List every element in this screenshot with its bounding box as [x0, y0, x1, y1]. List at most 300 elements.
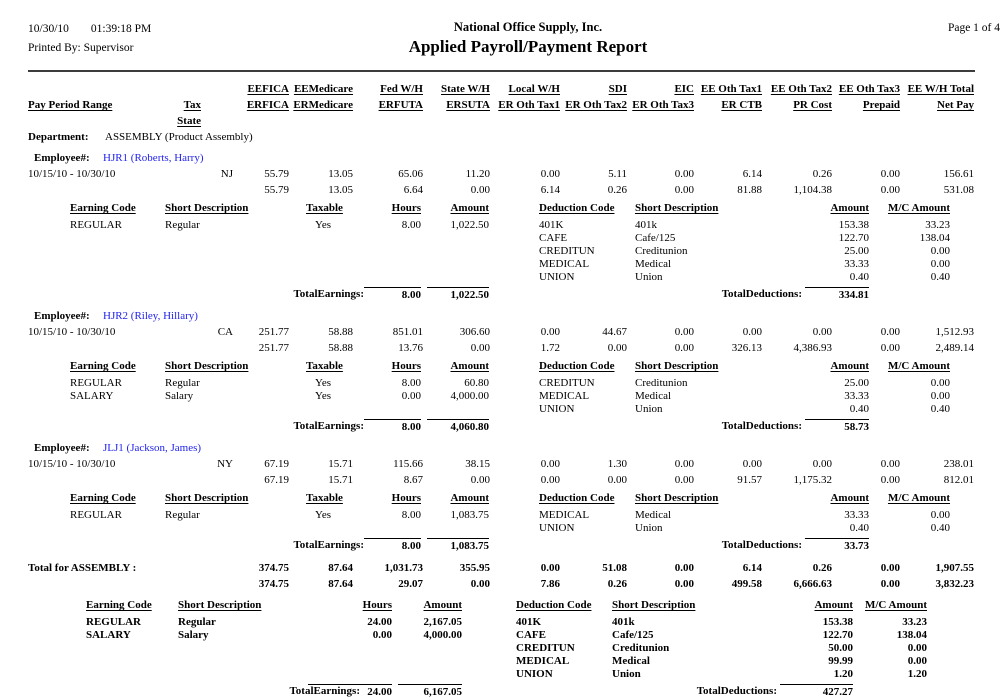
total-deductions-row	[516, 684, 927, 700]
deduction-desc: Cafe/125	[635, 232, 676, 244]
earning-hours: 0.00	[372, 629, 392, 641]
department-summary-section	[28, 598, 1000, 700]
col-header: State W/H	[441, 83, 490, 95]
deduction-row	[539, 377, 950, 390]
earning-row	[70, 377, 489, 390]
deductions-block	[539, 491, 950, 554]
col-header: ERFUTA	[378, 99, 423, 111]
earning-hours: 8.00	[401, 219, 421, 231]
deduction-desc: Union	[612, 668, 641, 680]
col-header: Prepaid	[862, 99, 900, 111]
total-cell: 0.00	[540, 562, 560, 574]
department-total-row-1	[28, 560, 1000, 576]
deduction-mc-amount: 138.04	[896, 629, 927, 641]
tax-cell: 115.66	[393, 458, 423, 470]
value: 4,060.80	[427, 419, 489, 435]
tax-cell: 1,512.93	[935, 326, 974, 338]
tax-cell: 0.00	[742, 326, 762, 338]
deduction-mc-amount: 0.00	[907, 642, 927, 654]
spacer	[158, 340, 233, 356]
total-cell: 0.00	[674, 578, 694, 590]
deduction-code: 401K	[516, 616, 542, 628]
deduction-row	[539, 219, 950, 232]
deduction-mc-amount: 138.04	[919, 232, 950, 244]
deduction-code: UNION	[539, 271, 575, 283]
deduction-code: CREDITUN	[539, 245, 595, 257]
col-header: Local W/H	[508, 83, 560, 95]
tax-cell: 0.00	[540, 326, 560, 338]
deduction-code: UNION	[516, 668, 553, 680]
col-header: ER Oth Tax3	[632, 99, 694, 111]
earnings-header	[86, 598, 462, 613]
tax-cell: 251.77	[258, 342, 289, 354]
deduction-amount: 0.40	[849, 522, 869, 534]
deductions-block	[539, 359, 950, 435]
col-header: EE Oth Tax2	[770, 83, 832, 95]
total-earnings-hours	[364, 287, 421, 303]
tax-cell: 81.88	[737, 184, 762, 196]
deductions-header	[539, 359, 950, 374]
col-header: Taxable	[306, 202, 343, 214]
tax-cell: 851.01	[392, 326, 423, 338]
tax-cell: 1,175.32	[793, 474, 832, 486]
tax-cell: 0.00	[880, 474, 900, 486]
tax-cell: 1.30	[607, 458, 627, 470]
tax-cell: 0.00	[674, 458, 694, 470]
col-header: Short Description	[635, 492, 719, 504]
earnings-header	[70, 491, 489, 506]
total-cell: 7.86	[540, 578, 560, 590]
value: 58.73	[805, 419, 869, 435]
spacer	[539, 284, 950, 286]
employee-id: JLJ1 (Jackson, James)	[103, 442, 202, 454]
tax-cell: 5.11	[608, 168, 627, 180]
deductions-block	[539, 201, 950, 303]
tax-cell: 1,104.38	[793, 184, 832, 196]
deduction-amount: 33.33	[844, 390, 869, 402]
col-header: Amount	[450, 360, 489, 372]
tax-cell: 38.15	[465, 458, 490, 470]
value: 8.00	[364, 538, 421, 554]
deduction-code: MEDICAL	[516, 655, 570, 667]
value: 8.00	[364, 287, 421, 303]
pay-period: 10/15/10 - 10/30/10	[28, 326, 116, 338]
deduction-amount: 122.70	[838, 232, 869, 244]
col-header: M/C Amount	[887, 492, 950, 504]
tax-cell: 0.00	[812, 458, 832, 470]
value: 427.27	[780, 684, 853, 700]
total-earnings-row	[70, 287, 489, 303]
col-header: Earning Code	[70, 202, 136, 214]
col-header: ERFICA	[246, 99, 289, 111]
deduction-row	[516, 616, 927, 629]
tax-cell: 13.05	[328, 184, 353, 196]
col-header: Net Pay	[937, 99, 974, 111]
total-earnings-row	[70, 538, 489, 554]
total-cell: 51.08	[602, 562, 627, 574]
deduction-row	[539, 232, 950, 245]
pay-period: 10/15/10 - 10/30/10	[28, 168, 116, 180]
total-earnings-hours	[364, 419, 421, 435]
deduction-desc: Union	[635, 271, 663, 283]
tax-state: NY	[217, 458, 233, 470]
tax-cell: 65.06	[398, 168, 423, 180]
col-header: EEFICA	[247, 83, 289, 95]
col-header: ER CTB	[721, 99, 762, 111]
deduction-row	[539, 522, 950, 535]
deduction-desc: Medical	[635, 258, 672, 270]
total-cell: 6,666.63	[793, 578, 832, 590]
col-header: Short Description	[635, 360, 719, 372]
tax-header-row-1	[28, 81, 1000, 97]
deduction-row	[516, 655, 927, 668]
total-earnings-amount	[421, 287, 489, 303]
deduction-row	[539, 245, 950, 258]
employee-row	[28, 150, 1000, 166]
tax-cell: 251.77	[258, 326, 289, 338]
department-total-label: Total for ASSEMBLY :	[28, 562, 137, 574]
spacer	[158, 81, 233, 97]
col-header: EEMedicare	[293, 83, 353, 95]
tax-cell: 67.19	[264, 474, 289, 486]
deduction-code: CAFE	[516, 629, 546, 641]
earning-code: SALARY	[70, 390, 114, 402]
tax-cell: 0.00	[470, 474, 490, 486]
spacer	[70, 403, 489, 418]
tax-cell: 0.00	[540, 168, 560, 180]
col-header: Amount	[450, 202, 489, 214]
col-header: Hours	[391, 360, 421, 372]
summary-earnings-block	[86, 598, 462, 700]
deduction-desc: Cafe/125	[612, 629, 654, 641]
tax-cell: 0.00	[880, 458, 900, 470]
print-datetime	[28, 20, 318, 39]
col-header: Amount	[450, 492, 489, 504]
tax-cell: 0.00	[540, 474, 560, 486]
earning-taxable: Yes	[315, 390, 332, 402]
deduction-desc: Medical	[635, 509, 672, 521]
deduction-amount: 1.20	[833, 668, 853, 680]
total-earnings-amount	[421, 538, 489, 554]
col-header: Deduction Code	[516, 599, 592, 611]
col-header: Hours	[362, 599, 392, 611]
deduction-mc-amount: 0.00	[930, 258, 950, 270]
col-header: ER Oth Tax2	[565, 99, 627, 111]
deduction-mc-amount: 1.20	[907, 668, 927, 680]
page-number: Page 1 of 4	[947, 22, 1000, 34]
tax-cell: 6.14	[540, 184, 560, 196]
tax-cell: 0.00	[674, 168, 694, 180]
total-earnings-amount	[392, 684, 462, 700]
report-title: Applied Payroll/Payment Report	[408, 37, 648, 56]
total-cell: 0.00	[880, 562, 900, 574]
total-deductions-label: TotalDeductions:	[721, 288, 802, 300]
earning-desc: Regular	[165, 377, 200, 389]
tax-cell: 0.00	[880, 168, 900, 180]
earning-amount: 1,083.75	[450, 509, 489, 521]
tax-cell: 0.00	[607, 342, 627, 354]
deduction-mc-amount: 33.23	[902, 616, 927, 628]
earnings-deductions-section	[28, 359, 1000, 435]
deduction-amount: 99.99	[828, 655, 853, 667]
total-cell: 3,832.23	[935, 578, 974, 590]
deduction-row	[539, 403, 950, 416]
tax-cell: 2,489.14	[935, 342, 974, 354]
tax-cell: 0.00	[742, 458, 762, 470]
deductions-header	[516, 598, 927, 613]
deduction-amount: 25.00	[844, 377, 869, 389]
col-header-tax-state: Tax State	[177, 99, 201, 127]
earning-taxable: Yes	[315, 219, 332, 231]
spacer	[869, 538, 950, 554]
tax-cell: 0.00	[470, 184, 490, 196]
deduction-desc: Union	[635, 522, 663, 534]
earning-row	[86, 629, 462, 642]
earning-taxable: Yes	[315, 509, 332, 521]
deduction-row	[516, 629, 927, 642]
deduction-code: MEDICAL	[539, 390, 590, 402]
earning-amount: 1,022.50	[450, 219, 489, 231]
deduction-row	[539, 390, 950, 403]
earning-hours: 8.00	[401, 377, 421, 389]
deduction-code: 401K	[539, 219, 564, 231]
print-time: 01:39:18 PM	[90, 23, 152, 35]
earning-code: REGULAR	[70, 377, 122, 389]
total-deductions-row	[539, 419, 950, 435]
earning-desc: Regular	[165, 509, 200, 521]
total-cell: 499.58	[731, 578, 762, 590]
tax-cell: 0.00	[540, 458, 560, 470]
printed-by-label: Printed By:	[28, 42, 81, 54]
spacer	[539, 416, 950, 418]
tax-cell: 0.00	[674, 474, 694, 486]
tax-cell: 812.01	[943, 474, 974, 486]
employee-label: Employee#:	[34, 310, 90, 322]
deduction-row	[516, 668, 927, 681]
col-header: M/C Amount	[864, 599, 927, 611]
deduction-mc-amount: 0.00	[930, 509, 950, 521]
tax-cell: 0.00	[607, 474, 627, 486]
col-header: ERMedicare	[293, 99, 353, 111]
earning-amount: 4,000.00	[450, 390, 489, 402]
earnings-block	[70, 491, 489, 554]
total-cell: 374.75	[258, 562, 289, 574]
deductions-header	[539, 201, 950, 216]
col-header: Earning Code	[70, 492, 136, 504]
tax-cell: 55.79	[264, 184, 289, 196]
total-earnings-row	[70, 419, 489, 435]
col-header: Amount	[830, 202, 869, 214]
employee-label: Employee#:	[34, 152, 90, 164]
total-cell: 0.00	[674, 562, 694, 574]
deduction-mc-amount: 33.23	[925, 219, 950, 231]
deduction-desc: Creditunion	[612, 642, 670, 654]
earnings-block	[70, 359, 489, 435]
tax-cell: 15.71	[328, 458, 353, 470]
spacer	[28, 182, 158, 198]
col-header: Amount	[830, 492, 869, 504]
deduction-code: CREDITUN	[539, 377, 595, 389]
company-name: National Office Supply, Inc.	[453, 20, 603, 34]
col-header: Deduction Code	[539, 360, 615, 372]
printed-by-value: Supervisor	[83, 42, 134, 54]
total-earnings-row	[86, 684, 462, 700]
total-cell: 1,031.73	[384, 562, 423, 574]
tax-cell: 0.00	[880, 342, 900, 354]
earning-row	[70, 509, 489, 522]
earning-hours: 8.00	[401, 509, 421, 521]
spacer	[516, 681, 927, 683]
col-header: EIC	[674, 83, 694, 95]
total-cell: 1,907.55	[935, 562, 974, 574]
tax-cell: 0.00	[880, 184, 900, 196]
value: 334.81	[805, 287, 869, 303]
employee-id: HJR2 (Riley, Hillary)	[103, 310, 198, 322]
tax-cell: 326.13	[731, 342, 762, 354]
total-cell: 87.64	[328, 578, 353, 590]
deduction-code: CAFE	[539, 232, 568, 244]
col-header: PR Cost	[793, 99, 832, 111]
tax-row	[28, 324, 1000, 340]
deduction-desc: Medical	[612, 655, 650, 667]
tax-row	[28, 472, 1000, 488]
col-header: Fed W/H	[380, 83, 423, 95]
earning-hours: 0.00	[401, 390, 421, 402]
print-date: 10/30/10	[28, 23, 69, 35]
tax-cell: 58.88	[328, 342, 353, 354]
earning-amount: 2,167.05	[423, 616, 462, 628]
employee-row	[28, 440, 1000, 456]
tax-cell: 8.67	[403, 474, 423, 486]
earning-row	[86, 616, 462, 629]
col-header: Hours	[391, 492, 421, 504]
tax-cell: 306.60	[459, 326, 490, 338]
tax-cell: 0.26	[607, 184, 627, 196]
deduction-desc: 401k	[635, 219, 657, 231]
total-earnings-label: TotalEarnings:	[289, 685, 360, 697]
earnings-header	[70, 359, 489, 374]
col-header: Taxable	[306, 360, 343, 372]
spacer	[86, 642, 462, 683]
col-header: Hours	[391, 202, 421, 214]
col-header: Short Description	[635, 202, 719, 214]
value: 33.73	[805, 538, 869, 554]
total-deductions-label: TotalDeductions:	[721, 539, 802, 551]
deduction-desc: Creditunion	[635, 377, 688, 389]
deduction-amount: 50.00	[828, 642, 853, 654]
col-header: Short Description	[178, 599, 262, 611]
tax-cell: 0.00	[674, 326, 694, 338]
tax-cell: 531.08	[943, 184, 974, 196]
total-cell: 0.26	[812, 562, 832, 574]
tax-cell: 67.19	[264, 458, 289, 470]
deduction-row	[516, 642, 927, 655]
deduction-code: CREDITUN	[516, 642, 575, 654]
deduction-mc-amount: 0.00	[930, 245, 950, 257]
tax-cell: 13.05	[328, 168, 353, 180]
tax-cell: 1.72	[540, 342, 560, 354]
tax-state: CA	[217, 326, 233, 338]
deduction-mc-amount: 0.40	[930, 271, 950, 283]
total-earnings-label: TotalEarnings:	[293, 539, 364, 551]
pay-period: 10/15/10 - 10/30/10	[28, 458, 116, 470]
tax-cell: 0.00	[470, 342, 490, 354]
earning-code: REGULAR	[86, 616, 142, 628]
deduction-amount: 25.00	[844, 245, 869, 257]
deduction-desc: Medical	[635, 390, 672, 402]
header-center	[318, 20, 738, 58]
deduction-amount: 153.38	[838, 219, 869, 231]
tax-cell: 15.71	[328, 474, 353, 486]
value: 8.00	[364, 419, 421, 435]
deduction-code: MEDICAL	[539, 258, 590, 270]
total-earnings-hours	[364, 538, 421, 554]
department-name: ASSEMBLY (Product Assembly)	[105, 131, 253, 143]
earning-desc: Regular	[178, 616, 216, 628]
deduction-code: UNION	[539, 403, 575, 415]
total-cell: 29.07	[398, 578, 423, 590]
col-header: Amount	[830, 360, 869, 372]
deduction-row	[539, 258, 950, 271]
spacer	[28, 576, 233, 592]
deduction-desc: Creditunion	[635, 245, 688, 257]
department-row	[28, 129, 1000, 145]
earning-desc: Salary	[165, 390, 194, 402]
deduction-desc: 401k	[612, 616, 635, 628]
deduction-row	[539, 509, 950, 522]
deduction-amount: 0.40	[849, 271, 869, 283]
deduction-amount: 33.33	[844, 509, 869, 521]
col-header: Amount	[423, 599, 462, 611]
col-header: Earning Code	[86, 599, 152, 611]
col-header: Earning Code	[70, 360, 136, 372]
col-header: EE W/H Total	[907, 83, 974, 95]
total-deductions-row	[539, 287, 950, 303]
department-total-row-2	[28, 576, 1000, 592]
col-header: Short Description	[612, 599, 696, 611]
tax-cell: 55.79	[264, 168, 289, 180]
tax-cell: 0.26	[812, 168, 832, 180]
value: 6,167.05	[398, 684, 462, 700]
total-cell: 87.64	[328, 562, 353, 574]
spacer	[158, 472, 233, 488]
tax-cell: 0.00	[674, 342, 694, 354]
spacer	[28, 472, 158, 488]
tax-cell: 238.01	[943, 458, 974, 470]
earning-row	[70, 390, 489, 403]
total-cell: 355.95	[459, 562, 490, 574]
col-header: ERSUTA	[446, 99, 490, 111]
summary-deductions-block	[516, 598, 927, 700]
tax-row	[28, 166, 1000, 182]
deduction-amount: 122.70	[822, 629, 853, 641]
deduction-code: MEDICAL	[539, 509, 590, 521]
spacer	[869, 419, 950, 435]
deduction-amount: 153.38	[822, 616, 853, 628]
col-header: M/C Amount	[887, 202, 950, 214]
spacer	[853, 684, 927, 700]
department-label: Department:	[28, 131, 89, 143]
tax-cell: 6.14	[742, 168, 762, 180]
tax-cell: 11.20	[465, 168, 490, 180]
earning-code: SALARY	[86, 629, 131, 641]
tax-row	[28, 182, 1000, 198]
spacer	[70, 232, 489, 286]
spacer	[70, 522, 489, 537]
earning-taxable: Yes	[315, 377, 332, 389]
col-header: Amount	[814, 599, 853, 611]
value: 1,083.75	[427, 538, 489, 554]
